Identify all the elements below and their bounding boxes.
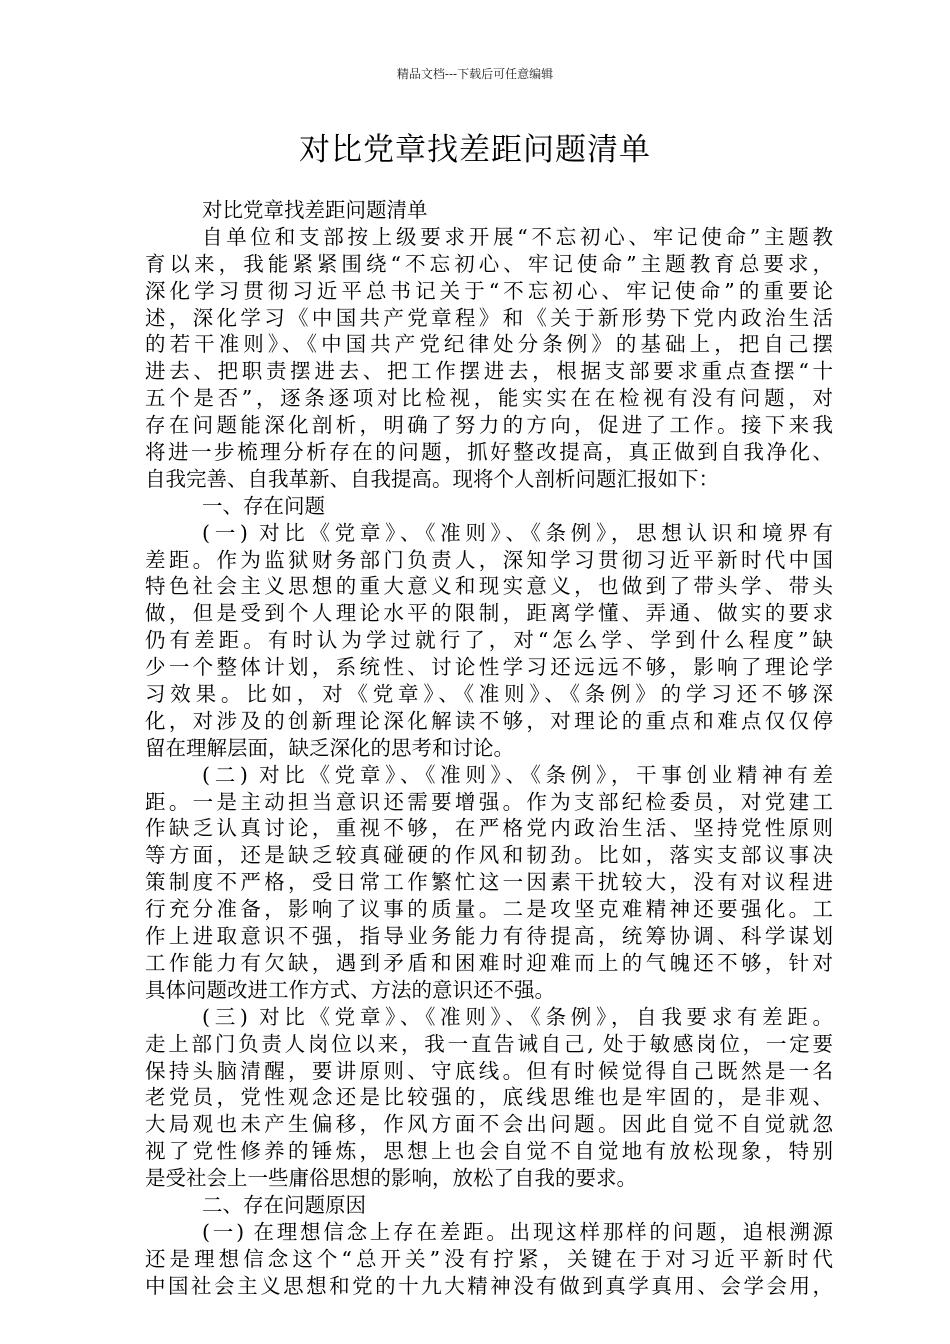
text-line: 保持头脑清醒，要讲原则、守底线。但有时候觉得自己既然是一名: [145, 1058, 833, 1083]
text-line: 述，深化学习《中国共产党章程》和《关于新形势下党内政治生活: [145, 305, 833, 330]
text-line: 五个是否”，逐条逐项对比检视，能实实在在检视有没有问题，对: [145, 386, 833, 411]
text-line: (三) 对比《党章》、《准则》、《条例》，自我要求有差距。: [202, 1004, 833, 1029]
text-line: 仍有差距。有时认为学过就行了，对“怎么学、学到什么程度”缺: [145, 628, 833, 653]
text-line: 中国社会主义思想和党的十九大精神没有做到真学真用、会学会用，: [145, 1273, 833, 1298]
text-line: 具体问题改进工作方式、方法的意识还不强。: [145, 977, 555, 1002]
text-line: 特色社会主义思想的重大意义和现实意义，也做到了带头学、带头: [145, 574, 833, 599]
text-line: 策制度不严格，受日常工作繁忙这一因素干扰较大，没有对议程进: [145, 870, 833, 895]
text-line: 存在问题能深化剖析，明确了努力的方向，促进了工作。接下来我: [145, 413, 833, 438]
document-title: 对比党章找差距问题清单: [299, 132, 651, 168]
text-line: 等方面，还是缺乏较真碰硬的作风和韧劲。比如，落实支部议事决: [145, 843, 833, 868]
text-line: 大局观也未产生偏移，作风方面不会出问题。因此自觉不自觉就忽: [145, 1112, 833, 1137]
text-line: 二、存在问题原因: [202, 1192, 366, 1217]
text-line: 自单位和支部按上级要求开展“不忘初心、牢记使命”主题教: [202, 224, 833, 249]
text-line: 是受社会上一些庸俗思想的影响，放松了自我的要求。: [145, 1166, 637, 1191]
text-line: 自我完善、自我革新、自我提高。现将个人剖析问题汇报如下：: [145, 466, 719, 491]
document-body: [145, 197, 833, 1300]
text-line: 工作能力有欠缺，遇到矛盾和困难时迎难而上的气魄还不够，针对: [145, 950, 833, 975]
text-line: 视了党性修养的锤炼，思想上也会自觉不自觉地有放松现象，特别: [145, 1139, 833, 1164]
text-line: 少一个整体计划，系统性、讨论性学习还远远不够，影响了理论学: [145, 655, 833, 680]
header-note: 精品文档---下载后可任意编辑: [396, 67, 554, 81]
text-line: (二) 对比《党章》、《准则》、《条例》，干事创业精神有差: [202, 762, 833, 787]
text-line: 将进一步梳理分析存在的问题，抓好整改提高，真正做到自我净化、: [145, 440, 833, 465]
text-line: 作缺乏认真讨论，重视不够，在严格党内政治生活、坚持党性原则: [145, 816, 833, 841]
text-line: 习效果。比如，对《党章》、《准则》、《条例》的学习还不够深: [145, 682, 833, 707]
text-line: 育以来，我能紧紧围绕“不忘初心、牢记使命”主题教育总要求，: [145, 251, 833, 276]
text-line: 距。一是主动担当意识还需要增强。作为支部纪检委员，对党建工: [145, 789, 833, 814]
text-line: 差距。作为监狱财务部门负责人，深知学习贯彻习近平新时代中国: [145, 547, 833, 572]
text-line: (一) 对比《党章》、《准则》、《条例》，思想认识和境界有: [202, 520, 833, 545]
text-line: 化，对涉及的创新理论深化解读不够，对理论的重点和难点仅仅停: [145, 708, 833, 733]
text-line: 还是理想信念这个“总开关”没有拧紧，关键在于对习近平新时代: [145, 1246, 833, 1271]
text-line: 一、存在问题: [202, 493, 325, 518]
text-line: (一) 在理想信念上存在差距。出现这样那样的问题，追根溯源: [202, 1219, 833, 1244]
text-line: 进去、把职责摆进去、把工作摆进去，根据支部要求重点查摆“十: [145, 359, 833, 384]
text-line: 深化学习贯彻习近平总书记关于“不忘初心、牢记使命”的重要论: [145, 278, 833, 303]
text-line: 老党员，党性观念还是比较强的，底线思维也是牢固的，是非观、: [145, 1085, 833, 1110]
text-line: 对比党章找差距问题清单: [202, 198, 428, 222]
text-line: 的若干准则》、《中国共产党纪律处分条例》的基础上，把自己摆: [145, 332, 833, 357]
text-line: 做，但是受到个人理论水平的限制，距离学懂、弄通、做实的要求: [145, 601, 833, 626]
text-line: 留在理解层面，缺乏深化的思考和讨论。: [145, 735, 514, 760]
text-line: 作上进取意识不强，指导业务能力有待提高，统筹协调、科学谋划: [145, 924, 833, 949]
text-line: 走上部门负责人岗位以来，我一直告诫自己, 处于敏感岗位，一定要: [145, 1031, 833, 1056]
text-line: 行充分准备，影响了议事的质量。二是攻坚克难精神还要强化。工: [145, 897, 833, 922]
